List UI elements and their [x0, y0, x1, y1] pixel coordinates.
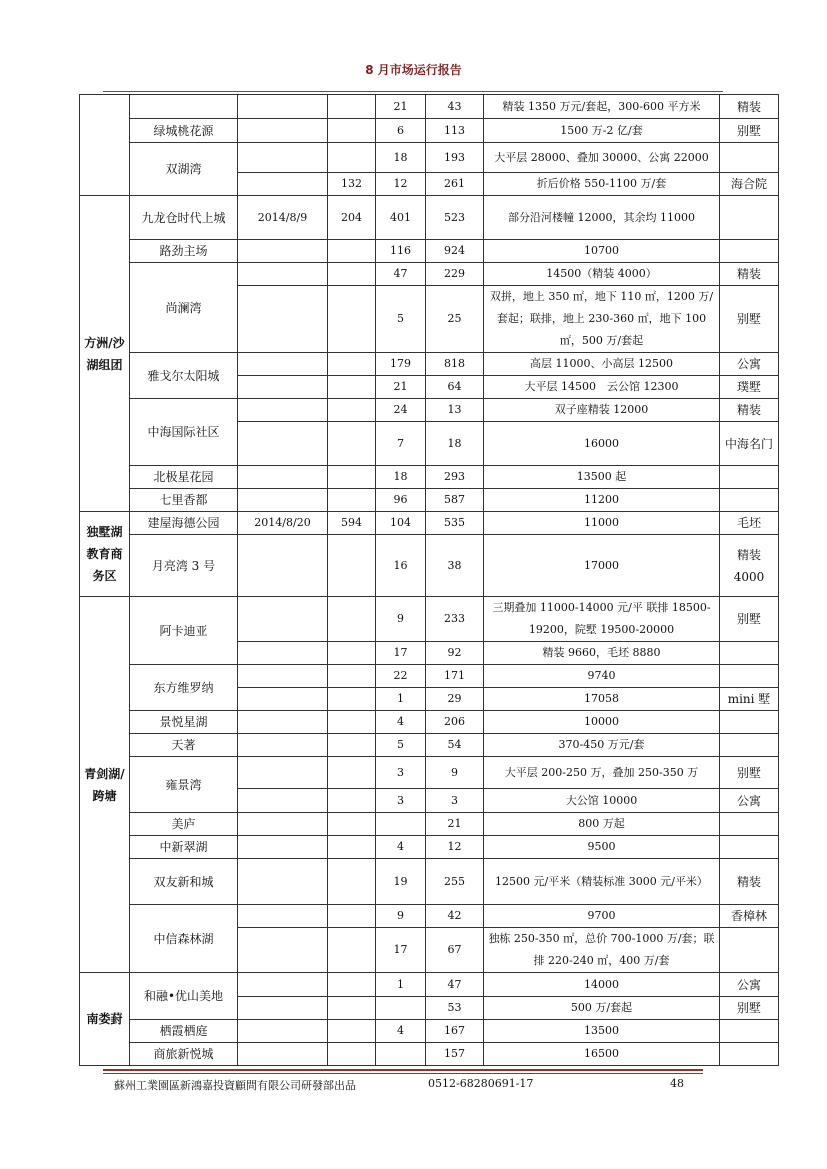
launch-date — [238, 928, 328, 973]
sold-count: 47 — [376, 263, 426, 286]
sold-count: 104 — [376, 512, 426, 535]
launch-date: 2014/8/20 — [238, 512, 328, 535]
stock-count: 25 — [426, 286, 484, 353]
launch-date — [238, 173, 328, 196]
launch-date — [238, 757, 328, 789]
supply-count — [328, 399, 376, 422]
sold-count: 19 — [376, 859, 426, 905]
product-note: 精装 — [720, 399, 779, 422]
price-desc: 14000 — [484, 973, 720, 997]
launch-date — [238, 353, 328, 376]
project-name: 和融•优山美地 — [130, 973, 238, 1020]
launch-date — [238, 143, 328, 173]
footer-phone: 0512-68280691-17 — [428, 1077, 534, 1090]
stock-count: 13 — [426, 399, 484, 422]
supply-count — [328, 376, 376, 399]
product-note — [720, 642, 779, 665]
project-name: 七里香都 — [130, 489, 238, 512]
project-name: 路劲主场 — [130, 240, 238, 263]
supply-count — [328, 263, 376, 286]
sold-count: 9 — [376, 597, 426, 642]
project-name: 九龙仓时代上城 — [130, 196, 238, 240]
stock-count: 587 — [426, 489, 484, 512]
stock-count: 67 — [426, 928, 484, 973]
supply-count — [328, 859, 376, 905]
sold-count: 4 — [376, 836, 426, 859]
price-desc: 10000 — [484, 711, 720, 734]
stock-count: 47 — [426, 973, 484, 997]
supply-count — [328, 928, 376, 973]
launch-date — [238, 836, 328, 859]
sold-count — [376, 1043, 426, 1066]
launch-date — [238, 119, 328, 143]
price-desc: 独栋 250-350 ㎡，总价 700-1000 万/套；联排 220-240 ㎡，400 万/套 — [484, 928, 720, 973]
launch-date — [238, 466, 328, 489]
supply-count — [328, 1043, 376, 1066]
supply-count — [328, 711, 376, 734]
stock-count: 924 — [426, 240, 484, 263]
project-name: 天著 — [130, 734, 238, 757]
product-note: 精装 4000 — [720, 535, 779, 597]
price-desc: 大公馆 10000 — [484, 789, 720, 813]
supply-count — [328, 813, 376, 836]
product-note: 公寓 — [720, 789, 779, 813]
stock-count: 229 — [426, 263, 484, 286]
product-note: 精装 — [720, 95, 779, 119]
sold-count: 4 — [376, 1020, 426, 1043]
stock-count: 818 — [426, 353, 484, 376]
price-desc: 9740 — [484, 665, 720, 688]
footer-divider — [103, 1069, 703, 1071]
footer-company: 蘇州工業園區新鴻嘉投資顧問有限公司研發部出品 — [114, 1079, 356, 1092]
supply-count — [328, 535, 376, 597]
project-name: 中新翠湖 — [130, 836, 238, 859]
sold-count: 7 — [376, 422, 426, 466]
price-desc: 折后价格 550-1100 万/套 — [484, 173, 720, 196]
stock-count: 157 — [426, 1043, 484, 1066]
product-note — [720, 813, 779, 836]
stock-count: 233 — [426, 597, 484, 642]
project-name: 月亮湾 3 号 — [130, 535, 238, 597]
project-name: 双湖湾 — [130, 143, 238, 196]
product-note — [720, 836, 779, 859]
sold-count: 21 — [376, 376, 426, 399]
supply-count — [328, 286, 376, 353]
sold-count: 3 — [376, 789, 426, 813]
stock-count: 12 — [426, 836, 484, 859]
price-desc: 12500 元/平米（精装标准 3000 元/平米） — [484, 859, 720, 905]
product-note: 海合院 — [720, 173, 779, 196]
supply-count — [328, 466, 376, 489]
supply-count — [328, 143, 376, 173]
sold-count — [376, 997, 426, 1020]
supply-count — [328, 597, 376, 642]
product-note: 公寓 — [720, 973, 779, 997]
sold-count: 9 — [376, 905, 426, 928]
supply-count — [328, 489, 376, 512]
launch-date — [238, 973, 328, 997]
launch-date — [238, 642, 328, 665]
product-note: 别墅 — [720, 119, 779, 143]
stock-count: 535 — [426, 512, 484, 535]
launch-date — [238, 376, 328, 399]
sold-count: 24 — [376, 399, 426, 422]
stock-count: 43 — [426, 95, 484, 119]
supply-count — [328, 422, 376, 466]
price-desc: 1500 万-2 亿/套 — [484, 119, 720, 143]
stock-count: 92 — [426, 642, 484, 665]
project-name: 北极星花园 — [130, 466, 238, 489]
project-name: 雍景湾 — [130, 757, 238, 813]
launch-date — [238, 905, 328, 928]
report-title: 8 月市场运行报告 — [365, 63, 462, 77]
launch-date — [238, 859, 328, 905]
product-note: 精装 — [720, 263, 779, 286]
launch-date — [238, 711, 328, 734]
stock-count: 171 — [426, 665, 484, 688]
price-desc: 16500 — [484, 1043, 720, 1066]
sold-count: 17 — [376, 928, 426, 973]
region-cell: 南娄葑 — [80, 973, 130, 1066]
supply-count — [328, 240, 376, 263]
product-note: 别墅 — [720, 997, 779, 1020]
sold-count — [376, 813, 426, 836]
stock-count: 53 — [426, 997, 484, 1020]
product-note: 精装 — [720, 859, 779, 905]
supply-count: 132 — [328, 173, 376, 196]
launch-date — [238, 286, 328, 353]
launch-date — [238, 997, 328, 1020]
project-table — [79, 94, 779, 1066]
launch-date — [238, 1043, 328, 1066]
price-desc: 大平层 200-250 万，叠加 250-350 万 — [484, 757, 720, 789]
product-note — [720, 143, 779, 173]
sold-count: 116 — [376, 240, 426, 263]
price-desc: 17058 — [484, 688, 720, 711]
sold-count: 1 — [376, 973, 426, 997]
supply-count — [328, 665, 376, 688]
product-note: 公寓 — [720, 353, 779, 376]
supply-count — [328, 997, 376, 1020]
price-desc: 部分沿河楼幢 12000，其余均 11000 — [484, 196, 720, 240]
price-desc: 13500 起 — [484, 466, 720, 489]
launch-date — [238, 789, 328, 813]
region-cell: 方洲/沙湖组团 — [80, 196, 130, 512]
price-desc: 双拼，地上 350 ㎡，地下 110 ㎡，1200 万/套起；联排，地上 230-360 ㎡，地下 100 ㎡，500 万/套起 — [484, 286, 720, 353]
stock-count: 42 — [426, 905, 484, 928]
header-divider — [103, 91, 723, 92]
stock-count: 113 — [426, 119, 484, 143]
sold-count: 18 — [376, 466, 426, 489]
supply-count — [328, 905, 376, 928]
stock-count: 193 — [426, 143, 484, 173]
product-note — [720, 466, 779, 489]
supply-count — [328, 642, 376, 665]
launch-date — [238, 813, 328, 836]
stock-count: 18 — [426, 422, 484, 466]
stock-count: 167 — [426, 1020, 484, 1043]
launch-date — [238, 399, 328, 422]
stock-count: 523 — [426, 196, 484, 240]
supply-count — [328, 1020, 376, 1043]
sold-count: 3 — [376, 757, 426, 789]
project-name: 雅戈尔太阳城 — [130, 353, 238, 399]
product-note: 别墅 — [720, 757, 779, 789]
supply-count: 594 — [328, 512, 376, 535]
launch-date — [238, 422, 328, 466]
price-desc: 9500 — [484, 836, 720, 859]
price-desc: 9700 — [484, 905, 720, 928]
launch-date — [238, 489, 328, 512]
product-note: 香樟林 — [720, 905, 779, 928]
product-note: 别墅 — [720, 286, 779, 353]
supply-count — [328, 836, 376, 859]
sold-count: 96 — [376, 489, 426, 512]
product-note — [720, 1020, 779, 1043]
price-desc: 精装 1350 万元/套起，300-600 平方米 — [484, 95, 720, 119]
price-desc: 14500（精装 4000） — [484, 263, 720, 286]
price-desc: 高层 11000、小高层 12500 — [484, 353, 720, 376]
stock-count: 54 — [426, 734, 484, 757]
stock-count: 293 — [426, 466, 484, 489]
price-desc: 16000 — [484, 422, 720, 466]
project-name: 中信森林湖 — [130, 905, 238, 973]
launch-date — [238, 263, 328, 286]
price-desc: 大平层 14500 云公馆 12300 — [484, 376, 720, 399]
project-name: 双友新和城 — [130, 859, 238, 905]
stock-count: 38 — [426, 535, 484, 597]
supply-count: 204 — [328, 196, 376, 240]
project-name: 中海国际社区 — [130, 399, 238, 466]
stock-count: 206 — [426, 711, 484, 734]
price-desc: 10700 — [484, 240, 720, 263]
project-name: 绿城桃花源 — [130, 119, 238, 143]
price-desc: 13500 — [484, 1020, 720, 1043]
product-note — [720, 665, 779, 688]
supply-count — [328, 734, 376, 757]
product-note — [720, 240, 779, 263]
price-desc: 11000 — [484, 512, 720, 535]
sold-count: 18 — [376, 143, 426, 173]
project-name: 建屋海德公园 — [130, 512, 238, 535]
sold-count: 5 — [376, 286, 426, 353]
project-name: 美庐 — [130, 813, 238, 836]
product-note: 中海名门 — [720, 422, 779, 466]
product-note: 别墅 — [720, 597, 779, 642]
launch-date — [238, 535, 328, 597]
page-number: 48 — [670, 1077, 684, 1090]
price-desc: 500 万/套起 — [484, 997, 720, 1020]
price-desc: 双子座精装 12000 — [484, 399, 720, 422]
project-name: 栖霞栖庭 — [130, 1020, 238, 1043]
supply-count — [328, 757, 376, 789]
sold-count: 6 — [376, 119, 426, 143]
supply-count — [328, 95, 376, 119]
region-cell: 独墅湖教育商务区 — [80, 512, 130, 597]
sold-count: 5 — [376, 734, 426, 757]
price-desc: 精装 9660，毛坯 8880 — [484, 642, 720, 665]
product-note — [720, 928, 779, 973]
region-cell — [80, 95, 130, 196]
sold-count: 4 — [376, 711, 426, 734]
launch-date — [238, 1020, 328, 1043]
sold-count: 22 — [376, 665, 426, 688]
product-note: 璞墅 — [720, 376, 779, 399]
sold-count: 179 — [376, 353, 426, 376]
sold-count: 17 — [376, 642, 426, 665]
launch-date — [238, 734, 328, 757]
sold-count: 16 — [376, 535, 426, 597]
price-desc: 370-450 万元/套 — [484, 734, 720, 757]
product-note: 毛坯 — [720, 512, 779, 535]
price-desc: 11200 — [484, 489, 720, 512]
price-desc: 大平层 28000、叠加 30000、公寓 22000 — [484, 143, 720, 173]
product-note — [720, 196, 779, 240]
supply-count — [328, 789, 376, 813]
project-name: 尚澜湾 — [130, 263, 238, 353]
supply-count — [328, 688, 376, 711]
supply-count — [328, 119, 376, 143]
stock-count: 21 — [426, 813, 484, 836]
launch-date — [238, 95, 328, 119]
launch-date — [238, 597, 328, 642]
project-name: 商旅新悦城 — [130, 1043, 238, 1066]
launch-date — [238, 240, 328, 263]
launch-date — [238, 665, 328, 688]
sold-count: 1 — [376, 688, 426, 711]
price-desc: 17000 — [484, 535, 720, 597]
sold-count: 401 — [376, 196, 426, 240]
price-desc: 800 万起 — [484, 813, 720, 836]
stock-count: 29 — [426, 688, 484, 711]
project-name — [130, 95, 238, 119]
project-name: 景悦星湖 — [130, 711, 238, 734]
project-name: 阿卡迪亚 — [130, 597, 238, 665]
product-note — [720, 489, 779, 512]
stock-count: 3 — [426, 789, 484, 813]
product-note — [720, 711, 779, 734]
footer-divider-thin — [103, 1073, 703, 1074]
stock-count: 261 — [426, 173, 484, 196]
product-note — [720, 1043, 779, 1066]
stock-count: 64 — [426, 376, 484, 399]
launch-date — [238, 688, 328, 711]
region-cell: 青剑湖/跨塘 — [80, 597, 130, 973]
stock-count: 255 — [426, 859, 484, 905]
supply-count — [328, 353, 376, 376]
project-name: 东方维罗纳 — [130, 665, 238, 711]
product-note: mini 墅 — [720, 688, 779, 711]
launch-date: 2014/8/9 — [238, 196, 328, 240]
sold-count: 12 — [376, 173, 426, 196]
product-note — [720, 734, 779, 757]
sold-count: 21 — [376, 95, 426, 119]
supply-count — [328, 973, 376, 997]
price-desc: 三期叠加 11000-14000 元/平 联排 18500-19200，院墅 19500-20000 — [484, 597, 720, 642]
stock-count: 9 — [426, 757, 484, 789]
